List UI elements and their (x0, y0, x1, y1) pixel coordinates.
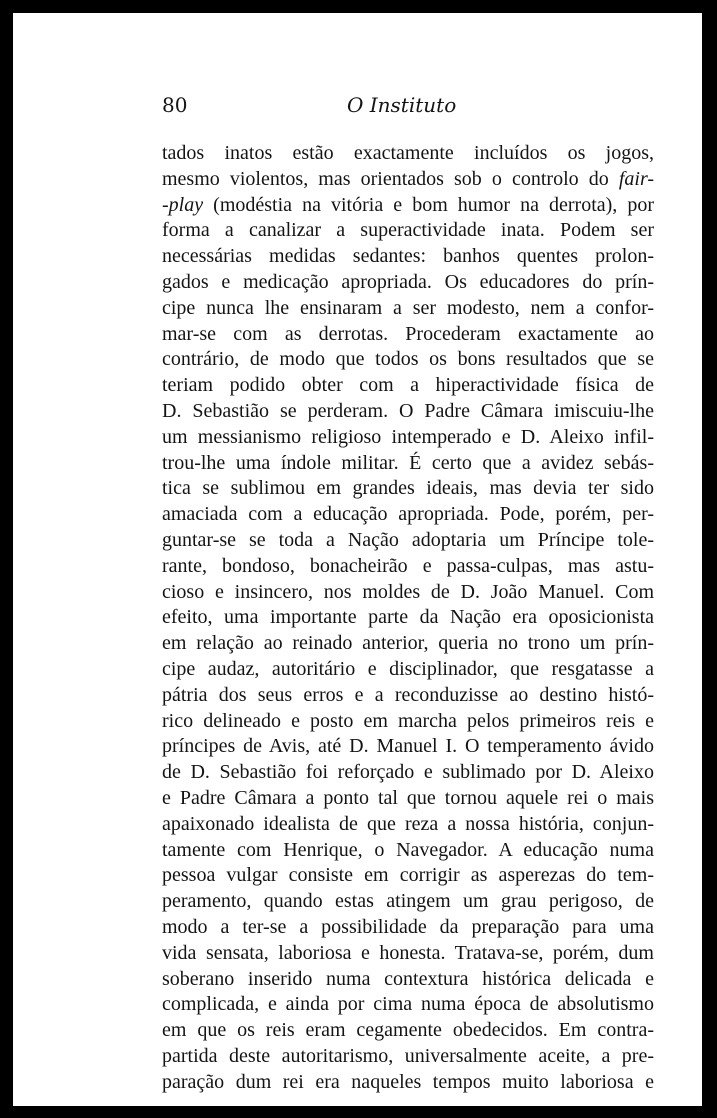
text-line: pátria dos seus erros e a reconduzisse ao destino histó- (162, 683, 654, 706)
text-line: apaixonado idealista de que reza a nossa história, conjun- (162, 812, 654, 835)
text-line: um messianismo religioso intemperado e D. Aleixo infil- (162, 425, 654, 448)
text-line: pessoa vulgar consiste em corrigir as asperezas do tem- (162, 864, 654, 887)
text-line: rico delineado e posto em marcha pelos primeiros reis e (162, 709, 654, 732)
text-line: príncipes de Avis, até D. Manuel I. O temperamento ávido (162, 735, 654, 758)
book-page (13, 13, 702, 1106)
text-line: de D. Sebastião foi reforçado e sublimado por D. Aleixo (162, 761, 654, 784)
text-line: em que os reis eram cegamente obedecidos. Em contra- (162, 1019, 654, 1042)
text-line: paração dum rei era naqueles tempos muito laboriosa e (162, 1070, 654, 1093)
text-line: D. Sebastião se perderam. O Padre Câmara imiscuiu-lhe (162, 399, 654, 422)
text-line: forma a canalizar a superactividade inata. Podem ser (162, 219, 654, 242)
text-line: peramento, quando estas atingem um grau perigoso, de (162, 890, 654, 913)
text-line (162, 193, 654, 219)
text-line: gados e medicação apropriada. Os educadores do prín- (162, 270, 654, 293)
text-line (162, 167, 654, 193)
text-line: amaciada com a educação apropriada. Pode, porém, per- (162, 503, 654, 526)
running-title: O Instituto (347, 93, 457, 117)
text-line: soberano inserido numa contextura histórica delicada e (162, 967, 654, 990)
text-line: cioso e insincero, nos moldes de D. João Manuel. Com (162, 580, 654, 603)
text-line: tamente com Henrique, o Navegador. A educação numa (162, 838, 654, 861)
text-line-part: (modéstia na vitória e bom humor na derrota), por (213, 193, 655, 216)
text-line: rante, bondoso, bonacheirão e passa-culpas, mas astu- (162, 554, 654, 577)
text-line: partida deste autoritarismo, universalmente aceite, a pre- (162, 1044, 654, 1067)
text-line: contrário, de modo que todos os bons resultados que se (162, 348, 654, 371)
text-line: cipe nunca lhe ensinaram a ser modesto, nem a confor- (162, 296, 654, 319)
text-line: mar-se com as derrotas. Procederam exactamente ao (162, 322, 654, 345)
page-header (162, 93, 654, 125)
text-line: cipe audaz, autoritário e disciplinador, que resgatasse a (162, 657, 654, 680)
text-line: e Padre Câmara a ponto tal que tornou aquele rei o mais (162, 786, 654, 809)
text-line: modo a ter-se a possibilidade da preparação para uma (162, 915, 654, 938)
text-line: complicada, e ainda por cima numa época de absolutismo (162, 993, 654, 1016)
text-line: tados inatos estão exactamente incluídos os jogos, (162, 142, 654, 164)
text-line: guntar-se se toda a Nação adoptaria um Príncipe tole- (162, 528, 654, 551)
text-line: necessárias medidas sedantes: banhos quentes prolon- (162, 245, 654, 268)
italic-term: -play (162, 193, 204, 216)
text-line: teriam podido obter com a hiperactividade física de (162, 374, 654, 397)
text-line: em relação ao reinado anterior, queria no trono um prín- (162, 632, 654, 655)
text-line: efeito, uma importante parte da Nação era oposicionista (162, 606, 654, 629)
italic-term: fair- (618, 167, 654, 190)
page-number: 80 (162, 93, 188, 117)
text-line: tica se sublimou em grandes ideais, mas devia ter sido (162, 477, 654, 500)
text-line-part: mesmo violentos, mas orientados sob o controlo do (162, 167, 609, 190)
text-line: vida sensata, laboriosa e honesta. Tratava-se, porém, dum (162, 941, 654, 964)
body-text (162, 141, 654, 1095)
text-line: trou-lhe uma índole militar. É certo que a avidez sebás- (162, 451, 654, 474)
